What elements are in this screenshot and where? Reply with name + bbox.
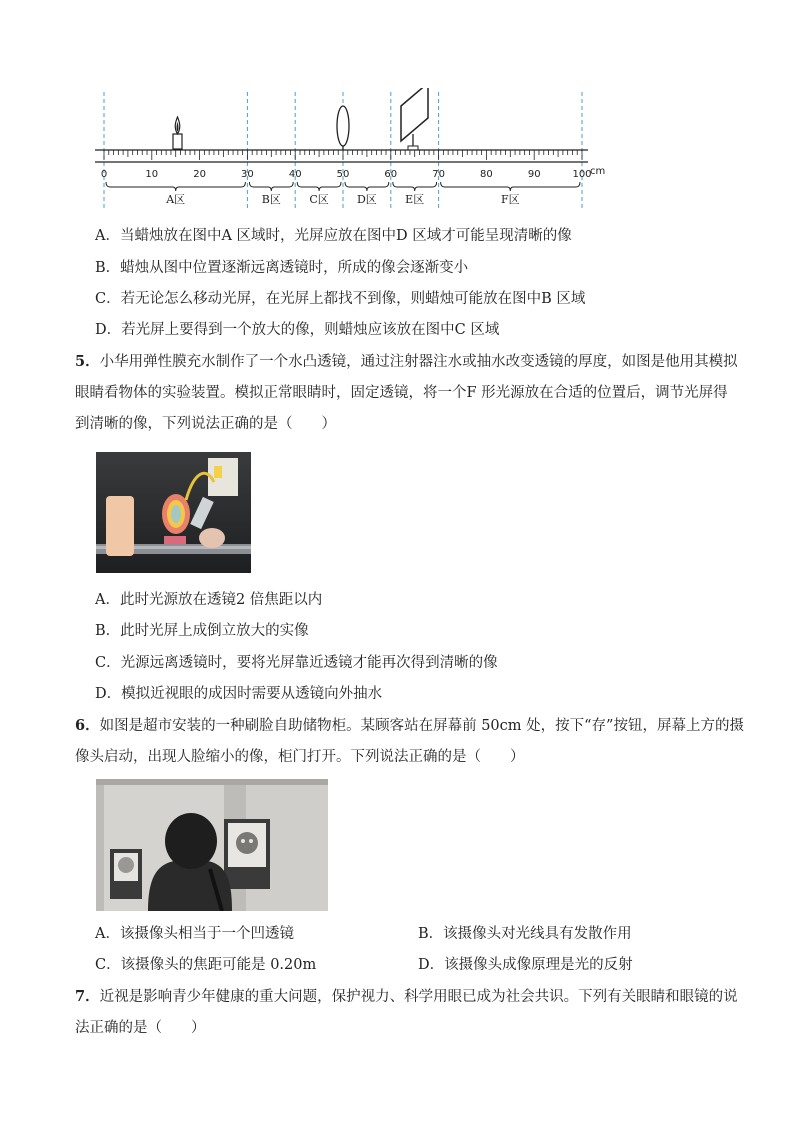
zone-brace xyxy=(441,182,580,191)
q5-text1: 小华用弹性膜充水制作了一个水凸透镜，通过注射器注水或抽水改变透镜的厚度，如图是他用其模拟 xyxy=(99,354,738,370)
q7-stem-line2: 法正确的是（ ） xyxy=(75,1020,206,1036)
q4-option-a: A．当蜡烛放在图中A 区域时，光屏应放在图中D 区域才可能呈现清晰的像 xyxy=(95,228,572,244)
q7-text1: 近视是影响青少年健康的重大问题，保护视力、科学用眼已成为社会共识。下列有关眼睛和眼镜的说 xyxy=(99,989,738,1005)
ruler-tick-label: 80 xyxy=(480,169,493,180)
ruler-tick-label: 60 xyxy=(384,169,398,180)
zone-brace xyxy=(345,182,389,191)
q5-option-a: A．此时光源放在透镜2 倍焦距以内 xyxy=(95,592,323,608)
q6-option-b: B．该摄像头对光线具有发散作用 xyxy=(418,926,632,942)
ruler-tick-label: 70 xyxy=(432,169,445,180)
ruler-tick-label: 100 xyxy=(572,169,592,180)
ruler-unit-label: cm xyxy=(590,166,606,177)
q6-stem-line2: 像头启动，出现人脸缩小的像，柜门打开。下列说法正确的是（ ） xyxy=(75,749,525,765)
zone-label: F区 xyxy=(500,193,520,206)
ruler-ticks xyxy=(104,150,582,160)
zone-labels xyxy=(165,193,519,206)
zone-label: C区 xyxy=(309,193,329,206)
q5-stem-line1 xyxy=(75,352,738,372)
q5-option-b: B．此时光屏上成倒立放大的实像 xyxy=(95,623,309,639)
ruler-tick-label: 30 xyxy=(241,169,254,180)
zone-label: B区 xyxy=(261,193,281,206)
q6-text1: 如图是超市安装的一种刷脸自助储物柜。某顾客站在屏幕前 50cm 处，按下“存”按钮，屏幕上方的摄 xyxy=(99,718,744,734)
ruler-tick-labels xyxy=(101,169,592,180)
q5-option-d: D．模拟近视眼的成因时需要从透镜向外抽水 xyxy=(95,686,383,702)
zone-label: E区 xyxy=(405,193,425,206)
q5-stem-line3: 到清晰的像，下列说法正确的是（ ） xyxy=(75,416,336,432)
q6-number: 6． xyxy=(75,717,100,734)
q6-option-a: A．该摄像头相当于一个凹透镜 xyxy=(95,926,294,942)
light-screen-icon xyxy=(401,88,428,150)
ruler-tick-label: 50 xyxy=(336,169,350,180)
face-recognition-locker-photo xyxy=(96,779,328,911)
ruler-tick-label: 90 xyxy=(527,169,541,180)
convex-lens-icon xyxy=(337,106,349,150)
ruler-tick-label: 40 xyxy=(288,169,302,180)
ruler-tick-label: 10 xyxy=(145,169,159,180)
ruler-tick-label: 0 xyxy=(100,169,108,180)
q5-option-c: C．光源远离透镜时，要将光屏靠近透镜才能再次得到清晰的像 xyxy=(95,655,498,671)
q7-number: 7． xyxy=(75,988,100,1005)
zone-brace xyxy=(297,182,341,191)
zone-brace xyxy=(106,182,245,191)
q6-option-c: C．该摄像头的焦距可能是 0.20m xyxy=(95,957,317,973)
q4-option-c: C．若无论怎么移动光屏，在光屏上都找不到像，则蜡烛可能放在图中B 区域 xyxy=(95,291,586,307)
q6-stem-line1 xyxy=(75,716,744,736)
zone-brace xyxy=(393,182,437,191)
candle-icon xyxy=(173,117,182,149)
q5-number: 5． xyxy=(75,353,100,370)
q5-stem-line2: 眼睛看物体的实验装置。模拟正常眼睛时，固定透镜，将一个F 形光源放在合适的位置后，调节光屏得 xyxy=(75,385,728,401)
q6-option-d: D．该摄像头成像原理是光的反射 xyxy=(418,957,633,973)
optical-bench-ruler-figure xyxy=(90,88,620,218)
zone-brace xyxy=(249,182,293,191)
water-lens-experiment-photo xyxy=(96,452,251,573)
zone-label: A区 xyxy=(166,193,186,206)
zone-label: D区 xyxy=(356,193,377,206)
q4-option-d: D．若光屏上要得到一个放大的像，则蜡烛应该放在图中C 区域 xyxy=(95,322,500,338)
q7-stem-line1 xyxy=(75,987,738,1007)
ruler-tick-label: 20 xyxy=(193,169,206,180)
q4-option-b: B．蜡烛从图中位置逐渐远离透镜时，所成的像会逐渐变小 xyxy=(95,260,469,276)
